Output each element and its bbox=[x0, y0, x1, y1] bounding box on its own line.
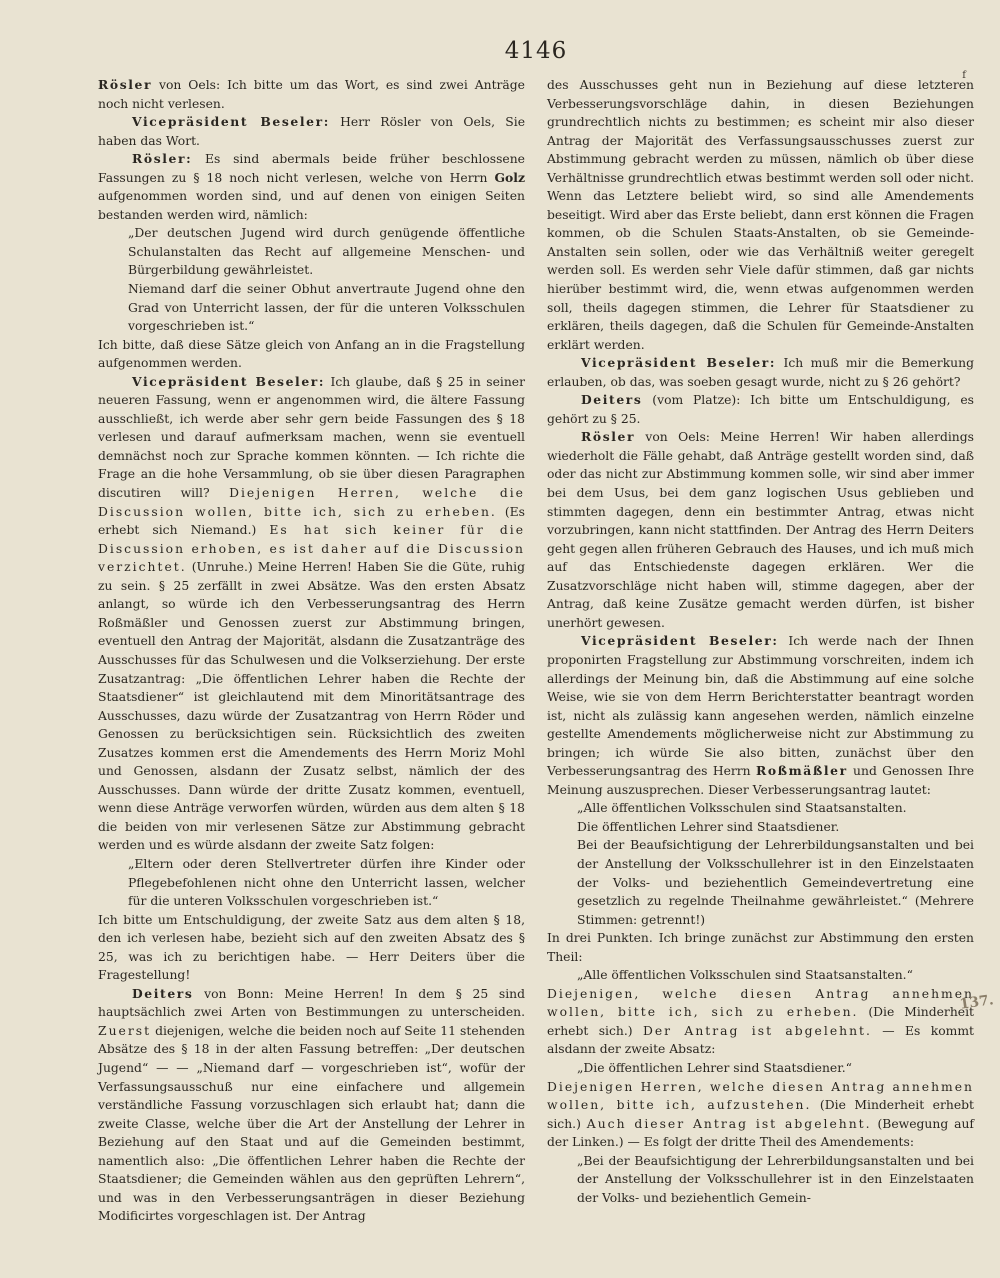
speaker-name: Deiters bbox=[581, 392, 643, 408]
spaced-text: Zuerst bbox=[98, 1023, 152, 1038]
quoted-paragraph bbox=[547, 1152, 974, 1208]
speaker-name: Rösler: bbox=[132, 151, 193, 167]
text-run: — Es kommt alsdann der zweite Absatz: bbox=[547, 1023, 974, 1057]
text-run: Es sind abermals beide früher beschlossene Fassungen zu § 18 noch nicht verlesen, welche von Herrn bbox=[98, 152, 525, 185]
spaced-text: Es hat sich keiner für die Discussion erhoben, es ist daher auf die Discussion verzichtet. bbox=[98, 523, 525, 575]
text-run: Ich werde nach der Ihnen proponirten Fragstellung zur Abstimmung vorschreiten, indem ich allerdings der Meinung bin, daß die Abstimmung auf eine solche Weise, wie sie von dem Herrn Berichterstatter beantragt worden ist, nicht als zulässig kann angesehen werden, nämlich einzelne gestellte Amendements möglicherweise nicht zur Abstimmung zu bringen; ich würde Sie also bitten, zunächst über den Verbesserungsantrag des Herrn bbox=[547, 634, 974, 779]
quoted-paragraph bbox=[98, 855, 525, 911]
text-run: des Ausschusses geht nun in Beziehung auf diese letzteren Verbesserungsvorschläge dahin, in diesen Beziehungen grundrechtlich nichts zu bestimmen; es scheint mir also dieser Antrag der Majorität des Verfassungsausschusses zuerst zur Abstimmung gebracht werden zu müssen, nämlich ob über diese Verhältnisse grundrechtlich etwas bestimmt werden soll oder nicht. Wenn das Letztere beliebt wird, so sind alle Amendements beseitigt. Wird aber das Erste beliebt, dann erst können die Fragen kommen, ob die Schulen Staats-Anstalten, ob sie Gemeinde-Anstalten sein sollen, oder wie das Verhältniß weiter geregelt werden soll. Es werden sehr Viele dafür stimmen, daß gar nichts hierüber bestimmt wird, die, wenn etwas aufgenommen werden soll, theils dagegen stimmen, die Lehrer für Staatsdiener zu erklären, theils dagegen, daß die Schulen für Gemeinde-Anstalten erklärt werden. bbox=[547, 78, 974, 352]
text-columns bbox=[98, 76, 974, 1226]
paragraph bbox=[547, 428, 974, 632]
text-run: „Eltern oder deren Stellvertreter dürfen ihre Kinder oder Pflegebefohlenen nicht ohne den Unterricht lassen, welcher für die unteren Volksschulen vorgeschrieben ist.“ bbox=[128, 856, 525, 909]
quoted-paragraph bbox=[547, 836, 974, 929]
spaced-text: Diejenigen Herren, welche die Discussion wollen, bitte ich, sich zu erheben. bbox=[98, 486, 525, 519]
paragraph bbox=[547, 985, 974, 1059]
text-run: (Die Minderheit erhebt sich.) bbox=[547, 1005, 974, 1038]
paragraph bbox=[98, 76, 525, 113]
paragraph bbox=[547, 391, 974, 428]
text-run: „Bei der Beaufsichtigung der Lehrerbildungsanstalten und bei der Anstellung der Volksschullehrer ist in den Einzelstaaten der Volks- und beziehentlich Gemein- bbox=[577, 1153, 974, 1205]
speaker-name: Vicepräsident Beseler: bbox=[581, 633, 779, 649]
text-run: „Die öffentlichen Lehrer sind Staatsdiener.“ bbox=[577, 1060, 852, 1075]
text-run: (Unruhe.) Meine Herren! Haben Sie die Güte, ruhig zu sein. § 25 zerfällt in zwei Absätze. Was den ersten Absatz anlangt, so würde ich den Verbesserungsantrag des Herrn Roßmäßler und Genossen zuerst zur Abstimmung bringen, eventuell den Antrag der Majorität, alsdann die Zusatzanträge des Ausschusses für das Schulwesen und die Volkserziehung. Der erste Zusatzantrag: „Die öffentlichen Lehrer haben die Rechte der Staatsdiener“ ist gleichlautend mit dem Minoritätsantrage des Ausschusses, dazu würde der Zusatzantrag von Herrn Röder und Genossen zu berücksichtigen sein. Rücksichtlich des zweiten Zusatzes kommen erst die Amendements des Herrn Moriz Mohl und Genossen, alsdann der Zusatz selbst, nämlich der des Ausschusses. Dann würde der dritte Zusatz kommen, eventuell, wenn diese Anträge verworfen würden, würden aus dem alten § 18 die beiden von mir verlesenen Sätze zur Abstimmung gebracht werden und es würde alsdann der zweite Satz folgen: bbox=[98, 560, 525, 853]
text-run: In drei Punkten. Ich bringe zunächst zur Abstimmung den ersten Theil: bbox=[547, 931, 974, 964]
text-run: (Es erhebt sich Niemand.) bbox=[98, 504, 525, 538]
spaced-text: Der Antrag ist abgelehnt. bbox=[642, 1023, 872, 1038]
paragraph bbox=[547, 1078, 974, 1152]
margin-stain: 137. bbox=[958, 992, 995, 1013]
quoted-paragraph bbox=[98, 224, 525, 280]
paragraph bbox=[547, 354, 974, 391]
paragraph bbox=[98, 336, 525, 373]
text-run: (Bewegung auf der Linken.) — Es folgt der dritte Theil des Amendements: bbox=[547, 1116, 975, 1150]
quoted-paragraph bbox=[547, 966, 974, 985]
text-run: Golz bbox=[494, 169, 525, 185]
paragraph bbox=[98, 150, 525, 224]
quoted-paragraph bbox=[547, 799, 974, 818]
speaker-name: Vicepräsident Beseler: bbox=[132, 373, 326, 389]
right-column bbox=[547, 76, 974, 1226]
paragraph bbox=[98, 911, 525, 985]
speaker-name: Vicepräsident Beseler: bbox=[581, 355, 777, 371]
text-run: Ich bitte um Entschuldigung, der zweite Satz aus dem alten § 18, den ich verlesen habe, bezieht sich auf den zweiten Absatz des § 25, was ich zu berichtigen habe. — Herr Deiters über die Fragestellung! bbox=[98, 912, 525, 983]
paragraph bbox=[547, 929, 974, 966]
paragraph bbox=[98, 113, 525, 150]
spaced-text: Auch dieser Antrag ist abgelehnt. bbox=[586, 1116, 872, 1131]
text-run: „Der deutschen Jugend wird durch genügende öffentliche Schulanstalten das Recht auf allgemeine Menschen- und Bürgerbildung gewährleistet. bbox=[128, 226, 525, 278]
text-run: und Genossen Ihre Meinung auszusprechen. Dieser Verbesserungsantrag lautet: bbox=[547, 764, 974, 797]
page-number: 4146 bbox=[504, 38, 568, 64]
speaker-name: Rösler bbox=[98, 77, 153, 92]
text-run: Ich muß mir die Bemerkung erlauben, ob das, was soeben gesagt wurde, nicht zu § 26 gehört? bbox=[547, 356, 974, 389]
speaker-name: Deiters bbox=[132, 985, 194, 1001]
quoted-paragraph bbox=[98, 280, 525, 336]
quoted-paragraph bbox=[547, 1059, 974, 1078]
speaker-name: Vicepräsident Beseler: bbox=[132, 114, 330, 130]
speaker-name: Rösler bbox=[581, 429, 636, 445]
text-run: (Die Minderheit erhebt sich.) bbox=[547, 1098, 974, 1131]
text-run: Bei der Beaufsichtigung der Lehrerbildungsanstalten und bei der Anstellung der Volksschullehrer ist in den Einzelstaaten der Volks- und beziehentlich Gemeindevertretung eine gesetzlich zu regelnde Theilnahme gewährleistet.“ (Mehrere Stimmen: getrennt!) bbox=[577, 838, 974, 927]
text-run: Niemand darf die seiner Obhut anvertraute Jugend ohne den Grad von Unterricht lassen, der für die unteren Volksschulen vorgeschrieben ist.“ bbox=[128, 282, 525, 334]
text-run: diejenigen, welche die beiden noch auf Seite 11 stehenden Absätze des § 18 in der alten Fassung betreffen: „Der deutschen Jugend“ — — „Niemand darf — vorgeschrieben ist“, wofür der Verfassungsausschuß nur eine einfachere und allgemein verständliche Fassung vorzuschlagen sich erlaubt hat; dann die zweite Classe, welche über die Art der Anstellung der Lehrer in Beziehung auf den Staat und auf die Gemeinden bestimmt, namentlich also: „Die öffentlichen Lehrer haben die Rechte der Staatsdiener; die Gemeinden wählen aus den geprüften Lehrern“, und was in den Verbesserungsanträgen in dieser Beziehung Modificirtes vorgeschlagen ist. Der Antrag bbox=[98, 1023, 525, 1224]
text-run: von Oels: Meine Herren! Wir haben allerdings wiederholt die Fälle gehabt, daß Anträge gestellt worden sind, daß oder das nicht zur Abstimmung kommen solle, wir sind aber immer bei dem Usus, bei dem ganz logischen Usus geblieben und stimmten dagegen, denn ein bestimmter Antrag, etwas nicht vorzubringen, kann nicht stattfinden. Der Antrag des Herrn Deiters geht gegen allen früheren Gebrauch des Hauses, und ich muß mich auf das Entschiedenste dagegen erklären. Wer die Zusatzvorschläge nicht haben will, stimme dagegen, aber der Antrag, daß keine Zusätze gemacht werden dürfen, ist bisher unerhört gewesen. bbox=[547, 430, 974, 630]
speaker-name: Roßmäßler bbox=[755, 763, 848, 779]
spaced-text: Diejenigen, welche diesen Antrag annehmen wollen, bitte ich, sich zu erheben. bbox=[547, 986, 974, 1020]
text-run: Herr Rösler von Oels, Sie haben das Wort. bbox=[98, 115, 525, 148]
paragraph bbox=[547, 632, 974, 799]
text-run: von Oels: Ich bitte um das Wort, es sind zwei Anträge noch nicht verlesen. bbox=[98, 78, 525, 111]
text-run: Die öffentlichen Lehrer sind Staatsdiener. bbox=[577, 819, 840, 834]
paragraph bbox=[98, 373, 525, 855]
text-run: „Alle öffentlichen Volksschulen sind Staatsanstalten.“ bbox=[577, 968, 913, 983]
text-run: von Bonn: Meine Herren! In dem § 25 sind hauptsächlich zwei Arten von Bestimmungen zu unterscheiden. bbox=[98, 986, 525, 1020]
text-run: Ich glaube, daß § 25 in seiner neueren Fassung, wenn er angenommen wird, die ältere Fassung ausschließt, ich werde aber sehr gern beide Fassungen des § 18 verlesen und darauf aufmerksam machen, wenn sie eventuell demnächst noch zur Sprache kommen könnten. — Ich richte die Frage an die hohe Versammlung, ob sie über diesen Paragraphen discutiren will? bbox=[98, 374, 525, 501]
text-run: aufgenommen worden sind, und auf denen von einigen Seiten bestanden werden wird, nämlich: bbox=[98, 189, 525, 222]
spaced-text: Diejenigen Herren, welche diesen Antrag annehmen wollen, bitte ich, aufzustehen. bbox=[547, 1079, 974, 1113]
paragraph bbox=[547, 76, 974, 354]
text-run: Ich bitte, daß diese Sätze gleich von Anfang an in die Fragstellung aufgenommen werden. bbox=[98, 337, 525, 371]
corner-mark: f bbox=[962, 70, 966, 81]
quoted-paragraph bbox=[547, 818, 974, 837]
text-run: „Alle öffentlichen Volksschulen sind Staatsanstalten. bbox=[577, 801, 907, 816]
left-column bbox=[98, 76, 525, 1226]
text-run: (vom Platze): Ich bitte um Entschuldigung, es gehört zu § 25. bbox=[547, 393, 974, 426]
paragraph bbox=[98, 985, 525, 1226]
